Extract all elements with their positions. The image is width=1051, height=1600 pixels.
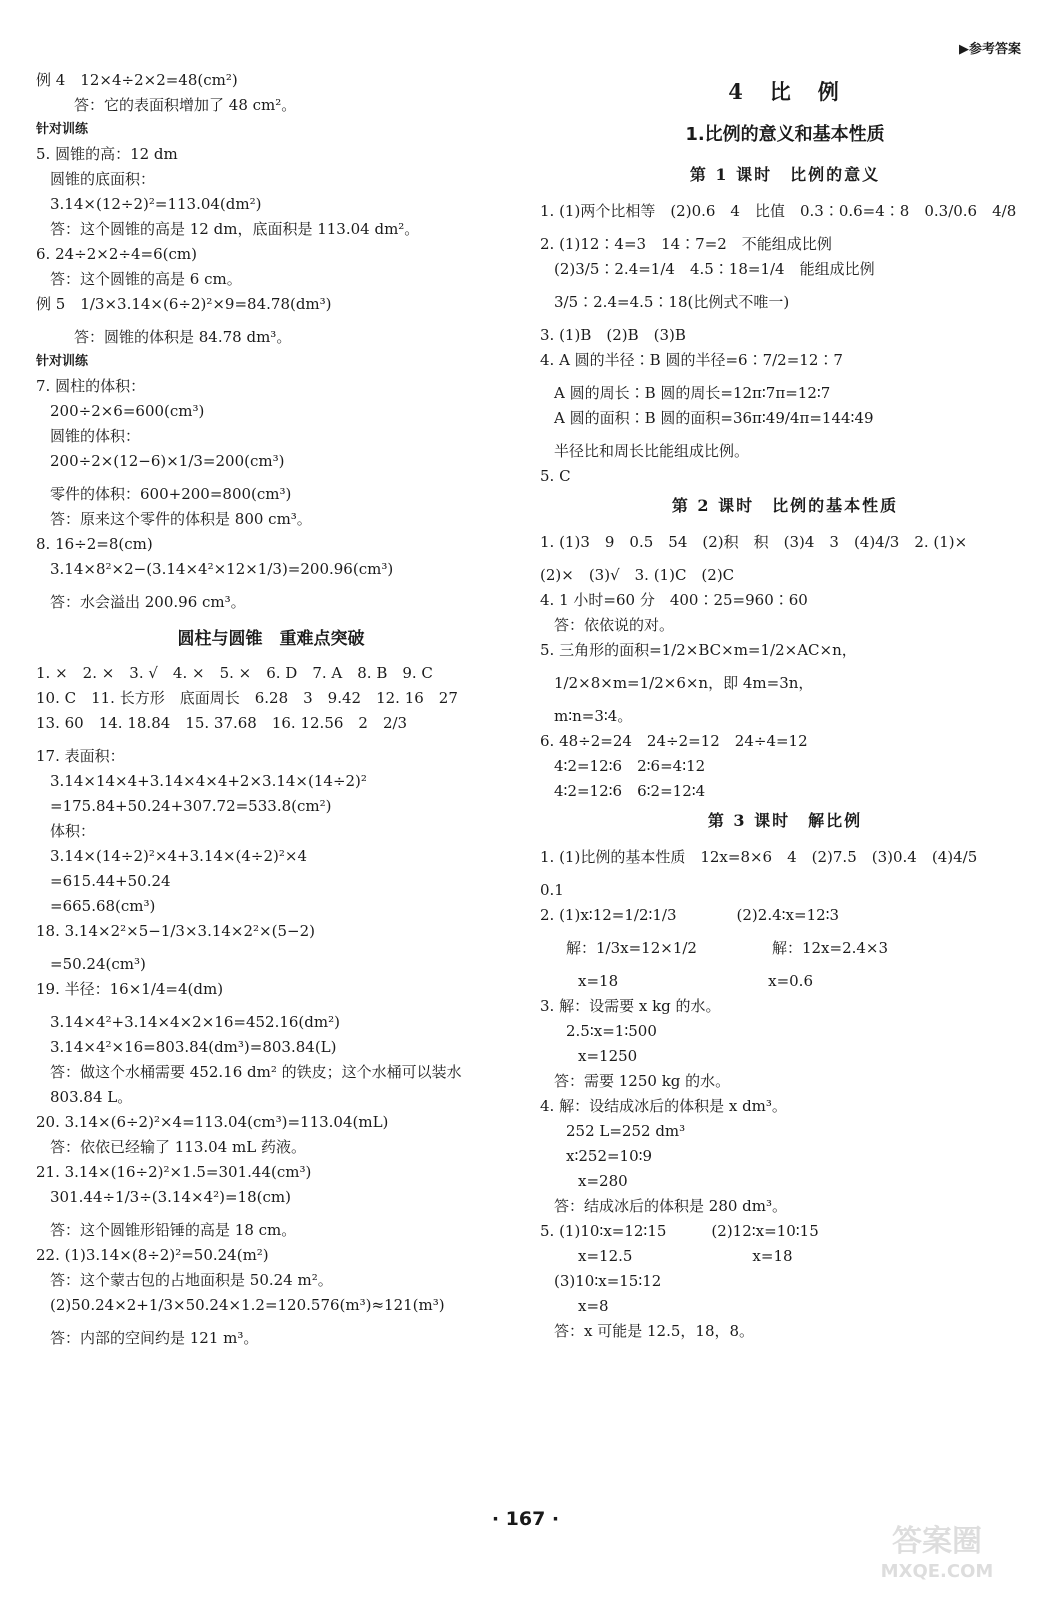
text-line-r13: 5. C <box>540 467 571 485</box>
text-line-l23: 1. × 2. × 3. √ 4. × 5. × 6. D 7. A 8. B 9. C <box>36 664 433 682</box>
text-line-l19: 8. 16÷2=8(cm) <box>36 535 153 553</box>
text-line-l30: 3.14×(14÷2)²×4+3.14×(4÷2)²×4 <box>50 847 308 865</box>
text-line-r23: 4∶2=12∶6 2∶6=4∶12 <box>554 757 706 775</box>
text-line-l18: 答：原来这个零件的体积是 800 cm³。 <box>50 510 312 528</box>
text-line-l31: =615.44+50.24 <box>50 872 171 890</box>
text-line-l9: 答：这个圆锥的高是 6 cm。 <box>50 270 242 288</box>
text-line-l38: 答：做这个水桶需要 452.16 dm² 的铁皮；这个水桶可以装水 <box>50 1063 462 1081</box>
text-line-r36: 252 L=252 dm³ <box>566 1122 686 1140</box>
text-line-r27: 0.1 <box>540 881 564 899</box>
text-line-r34: 答：需要 1250 kg 的水。 <box>554 1072 731 1090</box>
text-line-r11: A 圆的面积∶B 圆的面积=36π∶49/4π=144∶49 <box>554 409 874 427</box>
text-line-r22: 6. 48÷2=24 24÷2=12 24÷4=12 <box>540 732 808 750</box>
text-line-r35: 4. 解：设结成冰后的体积是 x dm³。 <box>540 1097 787 1115</box>
text-line-l34: =50.24(cm³) <box>50 955 146 973</box>
text-line-r5: 2. (1)12∶4=3 14∶7=2 不能组成比例 <box>540 235 832 253</box>
text-line-r33: x=1250 <box>578 1047 638 1065</box>
right-column <box>540 72 1030 1348</box>
text-line-l22: 圆柱与圆锥 重难点突破 <box>177 629 365 649</box>
text-line-l29: 体积： <box>50 822 96 840</box>
text-line-l40: 20. 3.14×(6÷2)²×4=113.04(cm³)=113.04(mL) <box>36 1113 389 1131</box>
text-line-l1: 例 4 12×4÷2×2=48(cm²) <box>36 71 238 89</box>
text-line-r12: 半径比和周长比能组成比例。 <box>554 442 750 460</box>
text-line-r16: (2)× (3)√ 3. (1)C (2)C <box>540 566 735 584</box>
text-line-l6: 3.14×(12÷2)²=113.04(dm²) <box>50 195 262 213</box>
text-line-r6: (2)3/5∶2.4=1/4 4.5∶18=1/4 能组成比例 <box>554 260 875 278</box>
text-line-l12: 针对训练 <box>36 354 89 369</box>
text-line-l21: 答：水会溢出 200.96 cm³。 <box>50 593 246 611</box>
text-line-r41: x=12.5 x=18 <box>578 1247 793 1265</box>
left-column <box>36 72 506 1355</box>
text-line-r42: (3)10∶x=15∶12 <box>554 1272 662 1290</box>
text-line-l36: 3.14×4²+3.14×4×2×16=452.16(dm²) <box>50 1013 340 1031</box>
text-line-l27: 3.14×14×4+3.14×4×4+2×3.14×(14÷2)² <box>50 772 367 790</box>
text-line-l46: 答：这个蒙古包的占地面积是 50.24 m²。 <box>50 1271 333 1289</box>
text-line-l48: 答：内部的空间约是 121 m³。 <box>50 1329 259 1347</box>
text-line-l26: 17. 表面积： <box>36 747 125 765</box>
text-line-l20: 3.14×8²×2−(3.14×4²×12×1/3)=200.96(cm³) <box>50 560 394 578</box>
text-line-r10: A 圆的周长∶B 圆的周长=12π∶7π=12∶7 <box>554 384 831 402</box>
text-line-l13: 7. 圆柱的体积： <box>36 377 146 395</box>
text-line-r14: 第 2 课时 比例的基本性质 <box>671 496 899 515</box>
text-line-r7: 3/5∶2.4=4.5∶18(比例式不唯一) <box>554 293 790 311</box>
text-line-r17: 4. 1 小时=60 分 400∶25=960∶60 <box>540 591 808 609</box>
text-line-l43: 301.44÷1/3÷(3.14×4²)=18(cm) <box>50 1188 291 1206</box>
text-line-l2: 答：它的表面积增加了 48 cm²。 <box>74 96 297 114</box>
text-line-r37: x∶252=10∶9 <box>566 1147 653 1165</box>
text-line-r3: 第 1 课时 比例的意义 <box>689 165 881 184</box>
text-line-r8: 3. (1)B (2)B (3)B <box>540 326 686 344</box>
text-line-r40: 5. (1)10∶x=12∶15 (2)12∶x=10∶15 <box>540 1222 819 1240</box>
text-line-r15: 1. (1)3 9 0.5 54 (2)积 积 (3)4 3 (4)4/3 2. (1)× <box>540 533 968 551</box>
text-line-r4: 1. (1)两个比相等 (2)0.6 4 比值 0.3∶0.6=4∶8 0.3/0.6 4/8 <box>540 202 1017 220</box>
text-line-l4: 5. 圆锥的高：12 dm <box>36 145 178 163</box>
text-line-l41: 答：依依已经输了 113.04 mL 药液。 <box>50 1138 306 1156</box>
watermark-logo <box>850 1515 1025 1585</box>
text-line-l35: 19. 半径：16×1/4=4(dm) <box>36 980 224 998</box>
text-line-l39: 803.84 L。 <box>50 1088 133 1106</box>
text-line-l16: 200÷2×(12−6)×1/3=200(cm³) <box>50 452 285 470</box>
text-line-r19: 5. 三角形的面积=1/2×BC×m=1/2×AC×n， <box>540 641 857 659</box>
watermark-graphic <box>850 1515 1025 1585</box>
text-line-l7: 答：这个圆锥的高是 12 dm，底面积是 113.04 dm²。 <box>50 220 420 238</box>
text-line-r2: 1.比例的意义和基本性质 <box>685 124 885 145</box>
text-line-l14: 200÷2×6=600(cm³) <box>50 402 205 420</box>
text-line-l28: =175.84+50.24+307.72=533.8(cm²) <box>50 797 332 815</box>
text-line-l10: 例 5 1/3×3.14×(6÷2)²×9=84.78(dm³) <box>36 295 332 313</box>
text-line-r25: 第 3 课时 解比例 <box>707 811 863 830</box>
text-line-r39: 答：结成冰后的体积是 280 dm³。 <box>554 1197 788 1215</box>
text-line-l45: 22. (1)3.14×(8÷2)²=50.24(m²) <box>36 1246 269 1264</box>
text-line-r21: m∶n=3∶4。 <box>554 707 633 725</box>
text-line-l8: 6. 24÷2×2÷4=6(cm) <box>36 245 197 263</box>
text-line-l11: 答：圆锥的体积是 84.78 dm³。 <box>74 328 292 346</box>
section-header: ▶参考答案 <box>959 42 1021 57</box>
text-line-r18: 答：依依说的对。 <box>554 616 675 634</box>
text-line-l15: 圆锥的体积： <box>50 427 141 445</box>
text-line-l37: 3.14×4²×16=803.84(dm³)=803.84(L) <box>50 1038 337 1056</box>
text-line-r29: 解：1/3x=12×1/2 解：12x=2.4×3 <box>566 939 889 957</box>
page-number: · 167 · <box>491 1508 560 1530</box>
text-line-r30: x=18 x=0.6 <box>578 972 813 990</box>
text-line-r1: 4 比 例 <box>728 79 842 104</box>
text-line-l3: 针对训练 <box>36 122 89 137</box>
text-line-r9: 4. A 圆的半径∶B 圆的半径=6∶7/2=12∶7 <box>540 351 843 369</box>
text-line-r28: 2. (1)x∶12=1/2∶1/3 (2)2.4∶x=12∶3 <box>540 906 840 924</box>
text-line-r20: 1/2×8×m=1/2×6×n，即 4m=3n， <box>554 674 814 692</box>
text-line-l24: 10. C 11. 长方形 底面周长 6.28 3 9.42 12. 16 27 <box>36 689 458 707</box>
text-line-l32: =665.68(cm³) <box>50 897 156 915</box>
watermark-line2: MXQE.COM <box>880 1561 994 1582</box>
text-line-r31: 3. 解：设需要 x kg 的水。 <box>540 997 721 1015</box>
text-line-r44: 答：x 可能是 12.5，18，8。 <box>554 1322 755 1340</box>
text-line-l44: 答：这个圆锥形铅锤的高是 18 cm。 <box>50 1221 297 1239</box>
text-line-l33: 18. 3.14×2²×5−1/3×3.14×2²×(5−2) <box>36 922 315 940</box>
text-line-l42: 21. 3.14×(16÷2)²×1.5=301.44(cm³) <box>36 1163 312 1181</box>
text-line-r24: 4∶2=12∶6 6∶2=12∶4 <box>554 782 706 800</box>
text-line-l47: (2)50.24×2+1/3×50.24×1.2=120.576(m³)≈121(m³) <box>50 1296 445 1314</box>
text-line-l25: 13. 60 14. 18.84 15. 37.68 16. 12.56 2 2/3 <box>36 714 408 732</box>
text-line-r38: x=280 <box>578 1172 628 1190</box>
text-line-r32: 2.5∶x=1∶500 <box>566 1022 657 1040</box>
text-line-l17: 零件的体积：600+200=800(cm³) <box>50 485 292 503</box>
text-line-r26: 1. (1)比例的基本性质 12x=8×6 4 (2)7.5 (3)0.4 (4)4/5 <box>540 848 978 866</box>
text-line-r43: x=8 <box>578 1297 609 1315</box>
text-line-l5: 圆锥的底面积： <box>50 170 156 188</box>
watermark-line1: 答案圈 <box>892 1524 982 1559</box>
